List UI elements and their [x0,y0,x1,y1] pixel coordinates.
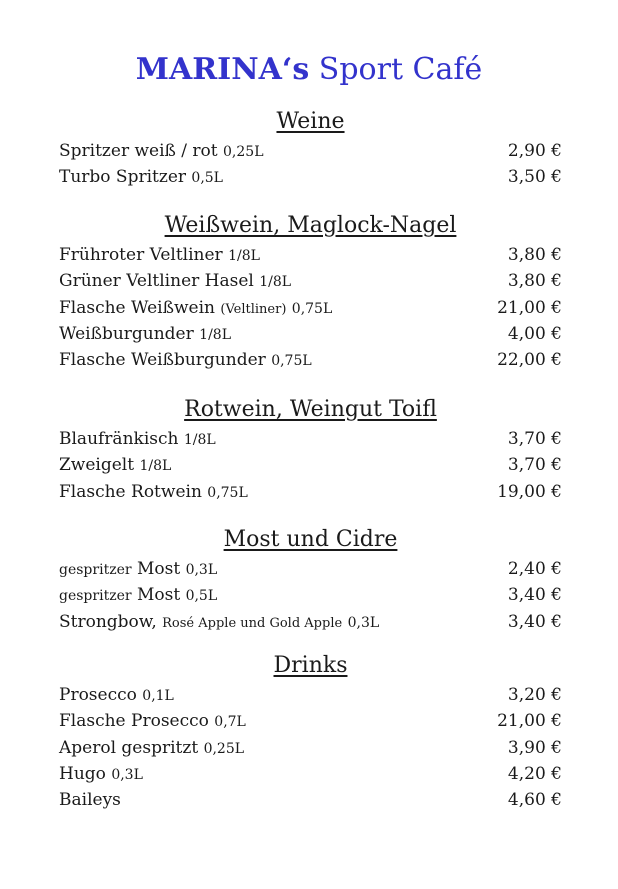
menu-item [59,479,562,505]
section-rotwein [59,396,562,505]
item-name: Spritzer weiß / rot [59,141,218,161]
menu-item [59,582,562,608]
item-price: 3,50 € [507,167,562,188]
item-price: 4,00 € [507,323,562,344]
item-name: Zweigelt [59,455,135,476]
item-note: (Veltliner) [220,301,287,317]
menu-item [59,787,562,813]
item-name: Strongbow, [59,611,157,632]
item-qty: 0,75L [207,484,248,501]
item-name: Prosecco [59,685,137,705]
menu-item [59,556,562,582]
brand-name: MARINA‘s [135,52,310,87]
item-note: Rosé Apple und Gold Apple [162,615,343,631]
item-price: 22,00 € [497,350,562,371]
item-name: Weißburgunder [59,323,194,344]
item-name: Flasche Rotwein [59,481,202,502]
section-title: Rotwein, Weingut Toifl [184,397,437,422]
item-price: 21,00 € [497,711,562,732]
menu-item [59,426,562,452]
section-drinks [59,652,562,813]
section-title: Weine [276,109,345,134]
item-price: 2,40 € [507,559,562,579]
section-weine [59,108,562,191]
item-qty: 0,75L [291,300,333,317]
menu-item [59,452,562,478]
item-name: Hugo [59,763,106,784]
item-qty: 0,75L [271,353,312,370]
item-price: 4,20 € [507,763,562,784]
item-name: Most [136,559,181,579]
menu-item [59,682,562,708]
menu-item [59,268,562,294]
item-name: Grüner Veltliner Hasel [59,271,254,292]
menu-item [59,242,562,268]
item-qty: 0,1L [142,688,174,704]
item-price: 3,40 € [507,585,562,606]
item-price: 3,80 € [507,245,562,265]
menu-item [59,761,562,787]
item-prefix: gespritzer [59,562,132,578]
menu-item [59,164,562,190]
item-qty: 1/8L [139,458,172,475]
item-qty: 0,5L [185,588,218,605]
item-qty: 1/8L [259,274,292,291]
item-qty: 0,3L [347,614,380,631]
item-name: Flasche Weißwein [59,297,215,318]
menu-item [59,609,562,635]
item-name: Baileys [59,790,121,811]
item-name: Most [136,585,181,606]
section-most-cidre [59,526,562,635]
item-price: 2,90 € [507,141,562,161]
item-price: 3,70 € [507,429,562,449]
menu-item [59,295,562,321]
title-rest: Sport Café [318,52,483,87]
menu-item [59,321,562,347]
menu-item [59,708,562,734]
menu-item [59,138,562,164]
item-name: Blaufränkisch [59,429,179,449]
item-prefix: gespritzer [59,588,132,605]
item-name: Turbo Spritzer [59,167,187,188]
section-title: Drinks [273,653,348,678]
item-price: 21,00 € [497,297,562,318]
item-name: Flasche Weißburgunder [59,350,266,371]
item-price: 3,70 € [507,455,562,476]
section-title: Most und Cidre [223,527,398,552]
item-qty: 0,3L [111,766,143,783]
section-title: Weißwein, Maglock-Nagel [164,213,457,238]
item-name: Frühroter Veltliner [59,245,223,265]
item-qty: 0,25L [223,144,264,160]
menu-item [59,735,562,761]
item-name: Flasche Prosecco [59,711,209,732]
item-price: 3,80 € [507,271,562,292]
item-name: Aperol gespritzt [59,737,199,758]
item-qty: 0,5L [191,170,223,187]
item-qty: 1/8L [228,248,260,264]
item-price: 3,40 € [507,611,562,632]
item-price: 19,00 € [497,481,562,502]
item-price: 3,20 € [507,685,562,705]
item-price: 3,90 € [507,737,562,758]
menu-item [59,347,562,373]
item-qty: 1/8L [199,326,231,343]
page-title [0,52,618,88]
item-price: 4,60 € [507,790,562,811]
item-qty: 1/8L [183,432,216,448]
item-qty: 0,7L [214,714,246,731]
section-weisswein [59,212,562,373]
item-qty: 0,3L [185,562,218,578]
item-qty: 0,25L [203,740,245,757]
